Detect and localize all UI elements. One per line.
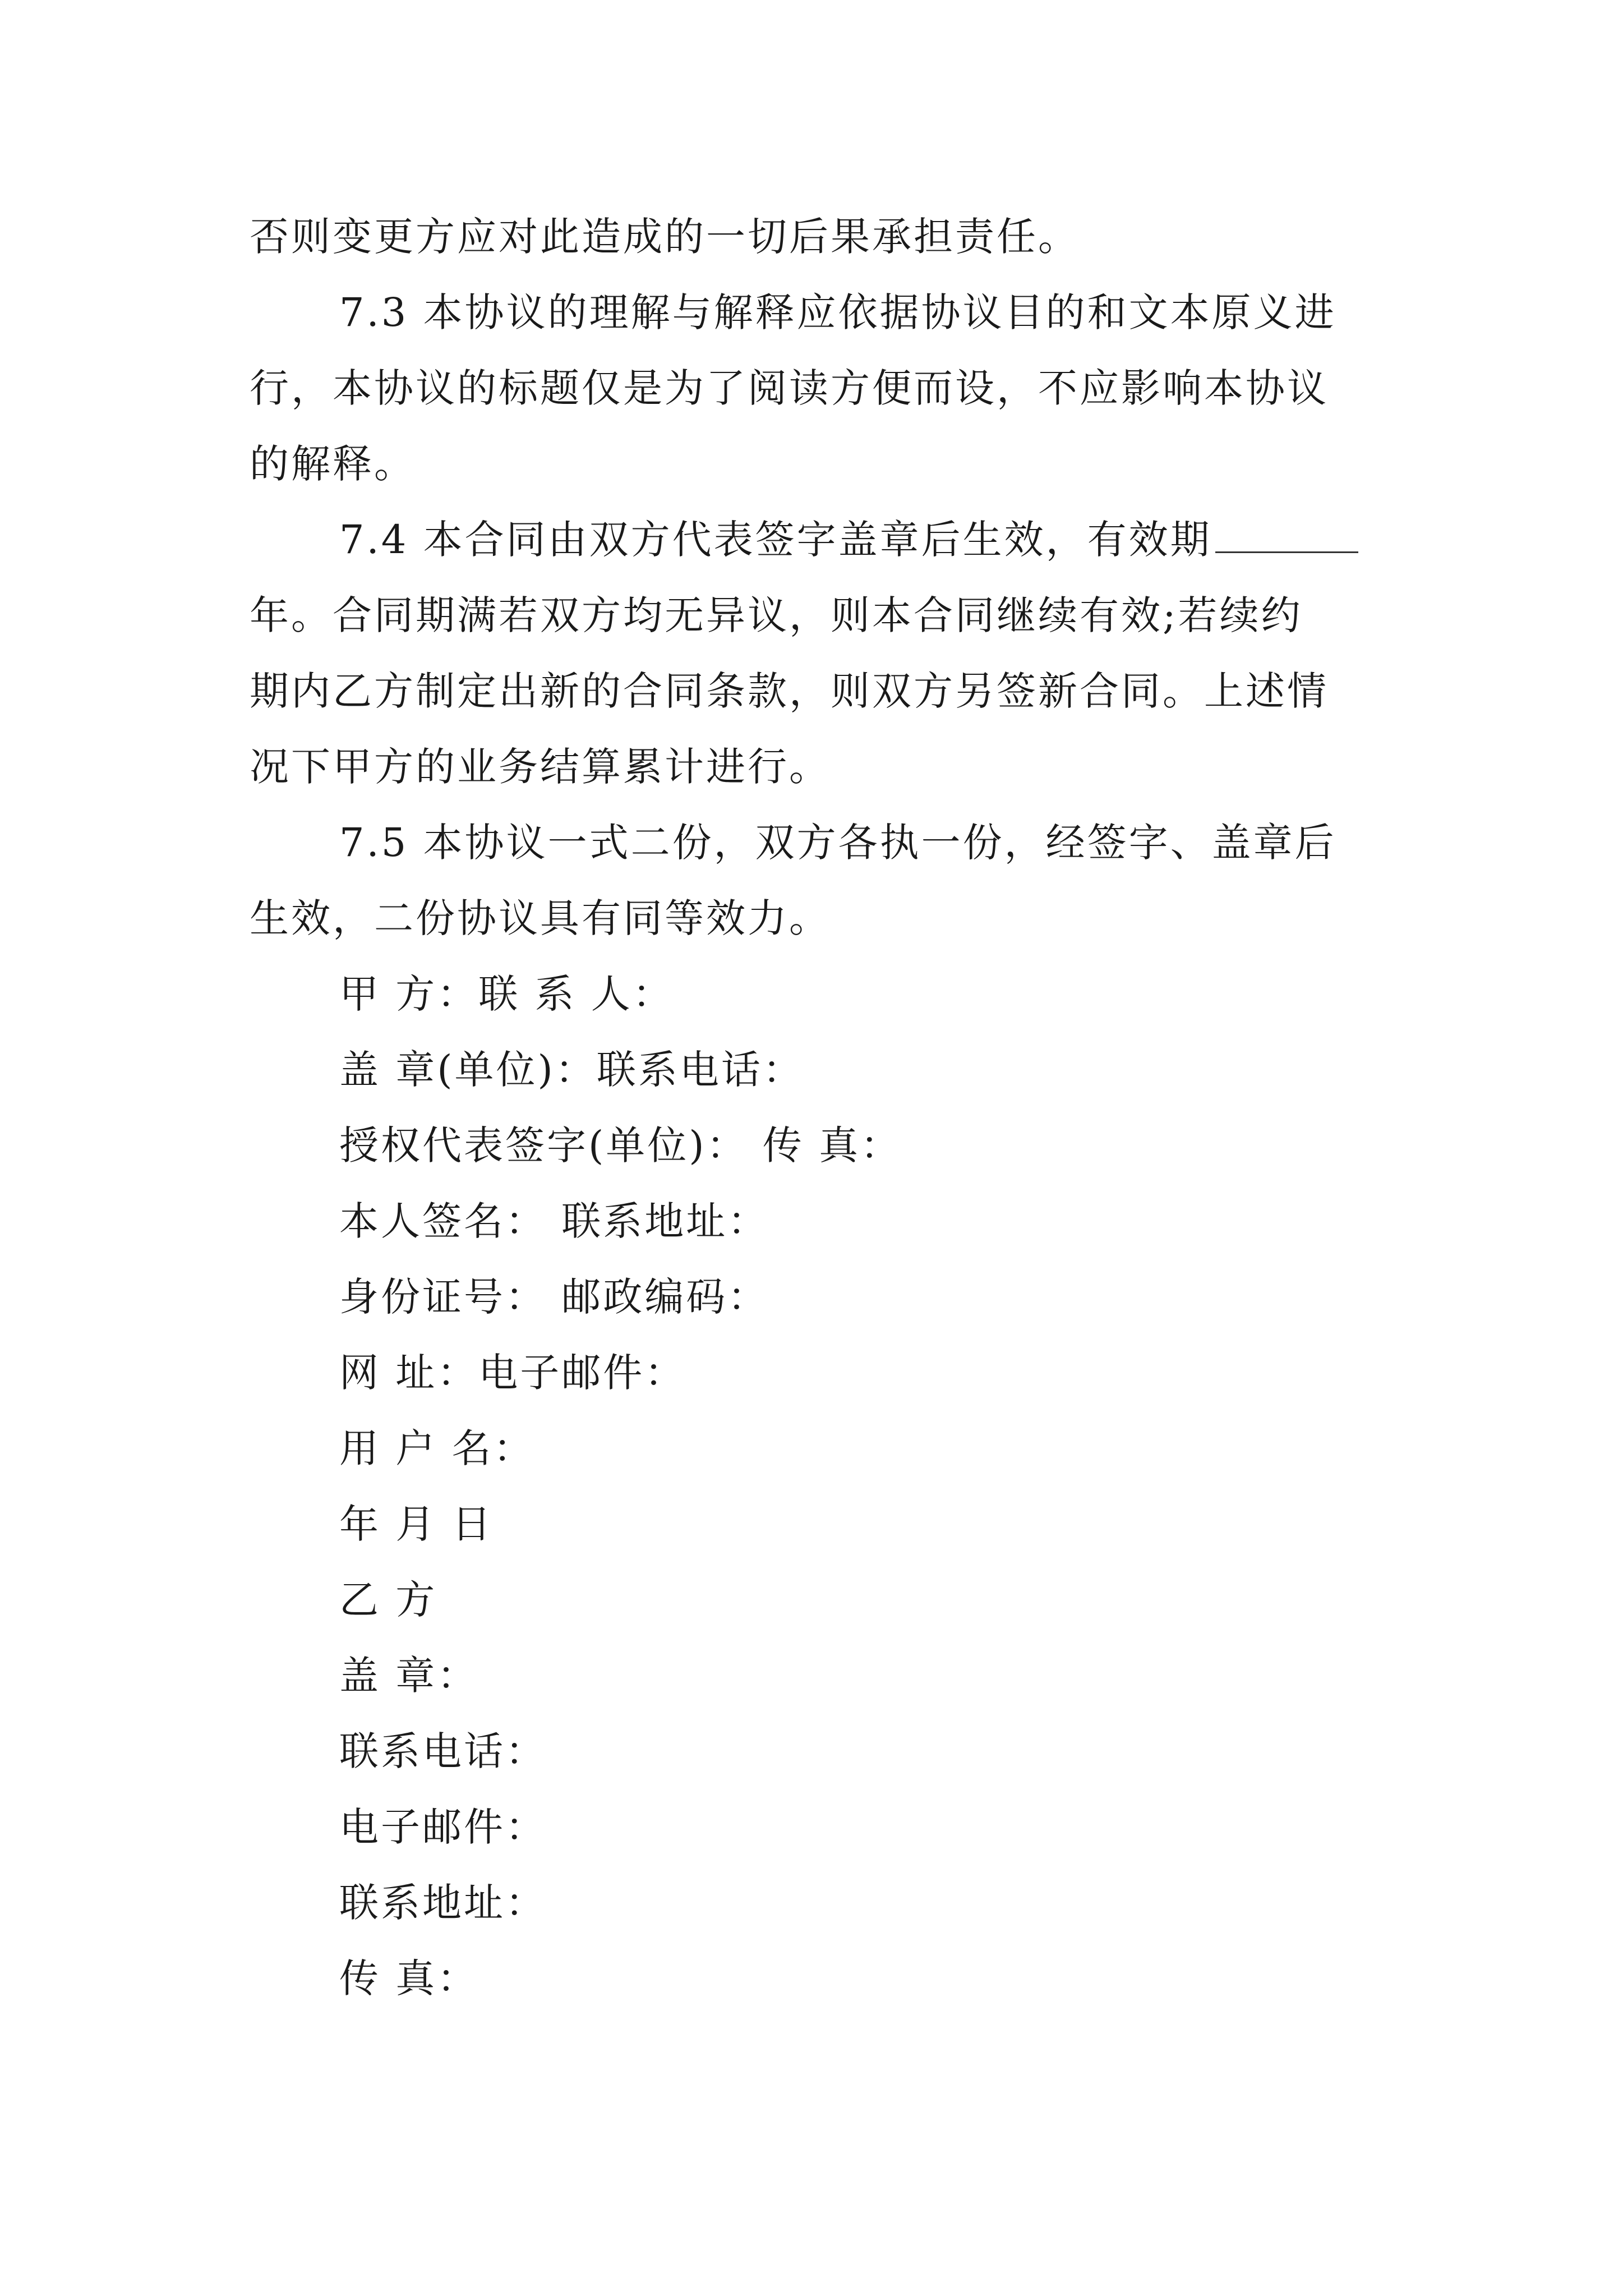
signature-website-email: 网 址：电子邮件： bbox=[339, 1350, 686, 1396]
signature-name-address: 本人签名： 联系地址： bbox=[339, 1198, 769, 1244]
signature-fax: 传 真： bbox=[339, 1955, 479, 2001]
paragraph-line: 的解释。 bbox=[250, 441, 416, 487]
signature-authorized-fax: 授权代表签字(单位)： 传 真： bbox=[339, 1122, 902, 1168]
clause-7-5-line: 7.5 本协议一式二份，双方各执一份，经签字、盖章后 bbox=[339, 820, 1336, 866]
paragraph-line: 生效，二份协议具有同等效力。 bbox=[250, 895, 831, 941]
signature-id-postcode: 身份证号： 邮政编码： bbox=[339, 1274, 769, 1320]
signature-address: 联系地址： bbox=[339, 1880, 547, 1926]
paragraph-line: 行，本协议的标题仅是为了阅读方便而设，不应影响本协议 bbox=[250, 365, 1329, 411]
paragraph-line: 否则变更方应对此造成的一切后果承担责任。 bbox=[250, 214, 1080, 260]
paragraph-line: 年。合同期满若双方均无异议，则本合同继续有效;若续约 bbox=[250, 592, 1303, 638]
signature-username: 用 户 名： bbox=[339, 1425, 535, 1471]
clause-7-4-line bbox=[339, 502, 1358, 578]
signature-party-a: 甲 方：联 系 人： bbox=[339, 971, 674, 1017]
signature-seal: 盖 章： bbox=[339, 1653, 479, 1699]
signature-party-b: 乙 方 bbox=[339, 1577, 437, 1623]
signature-phone: 联系电话： bbox=[339, 1728, 547, 1774]
clause-7-3-line: 7.3 本协议的理解与解释应依据协议目的和文本原义进 bbox=[339, 289, 1336, 335]
signature-date: 年 月 日 bbox=[339, 1501, 494, 1547]
paragraph-line: 况下甲方的业务结算累计进行。 bbox=[250, 744, 831, 790]
paragraph-line: 期内乙方制定出新的合同条款，则双方另签新合同。上述情 bbox=[250, 668, 1329, 714]
signature-seal-phone: 盖 章(单位)：联系电话： bbox=[339, 1047, 804, 1093]
signature-email: 电子邮件： bbox=[339, 1804, 547, 1850]
clause-7-4-text: 7.4 本合同由双方代表签字盖章后生效，有效期 bbox=[339, 517, 1212, 563]
validity-period-blank bbox=[1215, 549, 1358, 553]
